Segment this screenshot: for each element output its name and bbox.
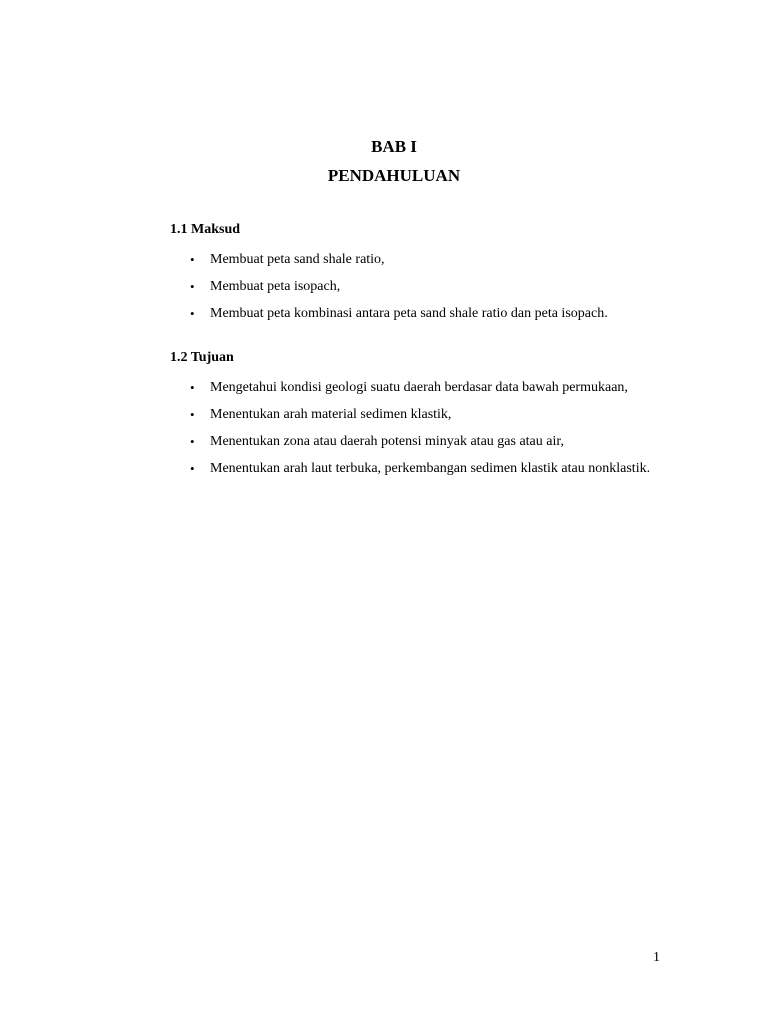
bullet-icon: • bbox=[190, 252, 195, 267]
page-number: 1 bbox=[653, 950, 660, 965]
section-maksud bbox=[170, 221, 658, 328]
list-item-text: Mengetahui kondisi geologi suatu daerah berdasar data bawah permukaan, bbox=[210, 380, 628, 395]
bullet-icon: • bbox=[190, 434, 195, 449]
section-heading: 1.1 Maksud bbox=[170, 222, 241, 237]
list-item bbox=[170, 301, 658, 326]
bullet-icon: • bbox=[190, 407, 195, 422]
list-item-text: Menentukan zona atau daerah potensi minyak atau gas atau air, bbox=[210, 434, 564, 449]
list-item bbox=[170, 247, 658, 272]
list-item bbox=[170, 274, 658, 299]
list-item bbox=[170, 429, 658, 454]
chapter-number: BAB I bbox=[371, 137, 417, 156]
section-heading: 1.2 Tujuan bbox=[170, 350, 234, 365]
bullet-list bbox=[170, 375, 658, 481]
bullet-icon: • bbox=[190, 279, 195, 294]
list-item-text: Menentukan arah laut terbuka, perkembangan sedimen klastik atau nonklastik. bbox=[210, 461, 651, 476]
list-item bbox=[170, 402, 658, 427]
chapter-title: PENDAHULUAN bbox=[327, 166, 461, 185]
bullet-icon: • bbox=[190, 380, 195, 395]
list-item-text: Membuat peta isopach, bbox=[210, 279, 341, 294]
list-item bbox=[170, 456, 658, 481]
list-item-text: Membuat peta sand shale ratio, bbox=[210, 252, 385, 267]
bullet-icon: • bbox=[190, 461, 195, 476]
section-tujuan bbox=[170, 349, 658, 483]
bullet-list bbox=[170, 247, 658, 326]
list-item-text: Membuat peta kombinasi antara peta sand shale ratio dan peta isopach. bbox=[210, 306, 608, 321]
list-item bbox=[170, 375, 658, 400]
bullet-icon: • bbox=[190, 306, 195, 321]
list-item-text: Menentukan arah material sedimen klastik, bbox=[210, 407, 452, 422]
